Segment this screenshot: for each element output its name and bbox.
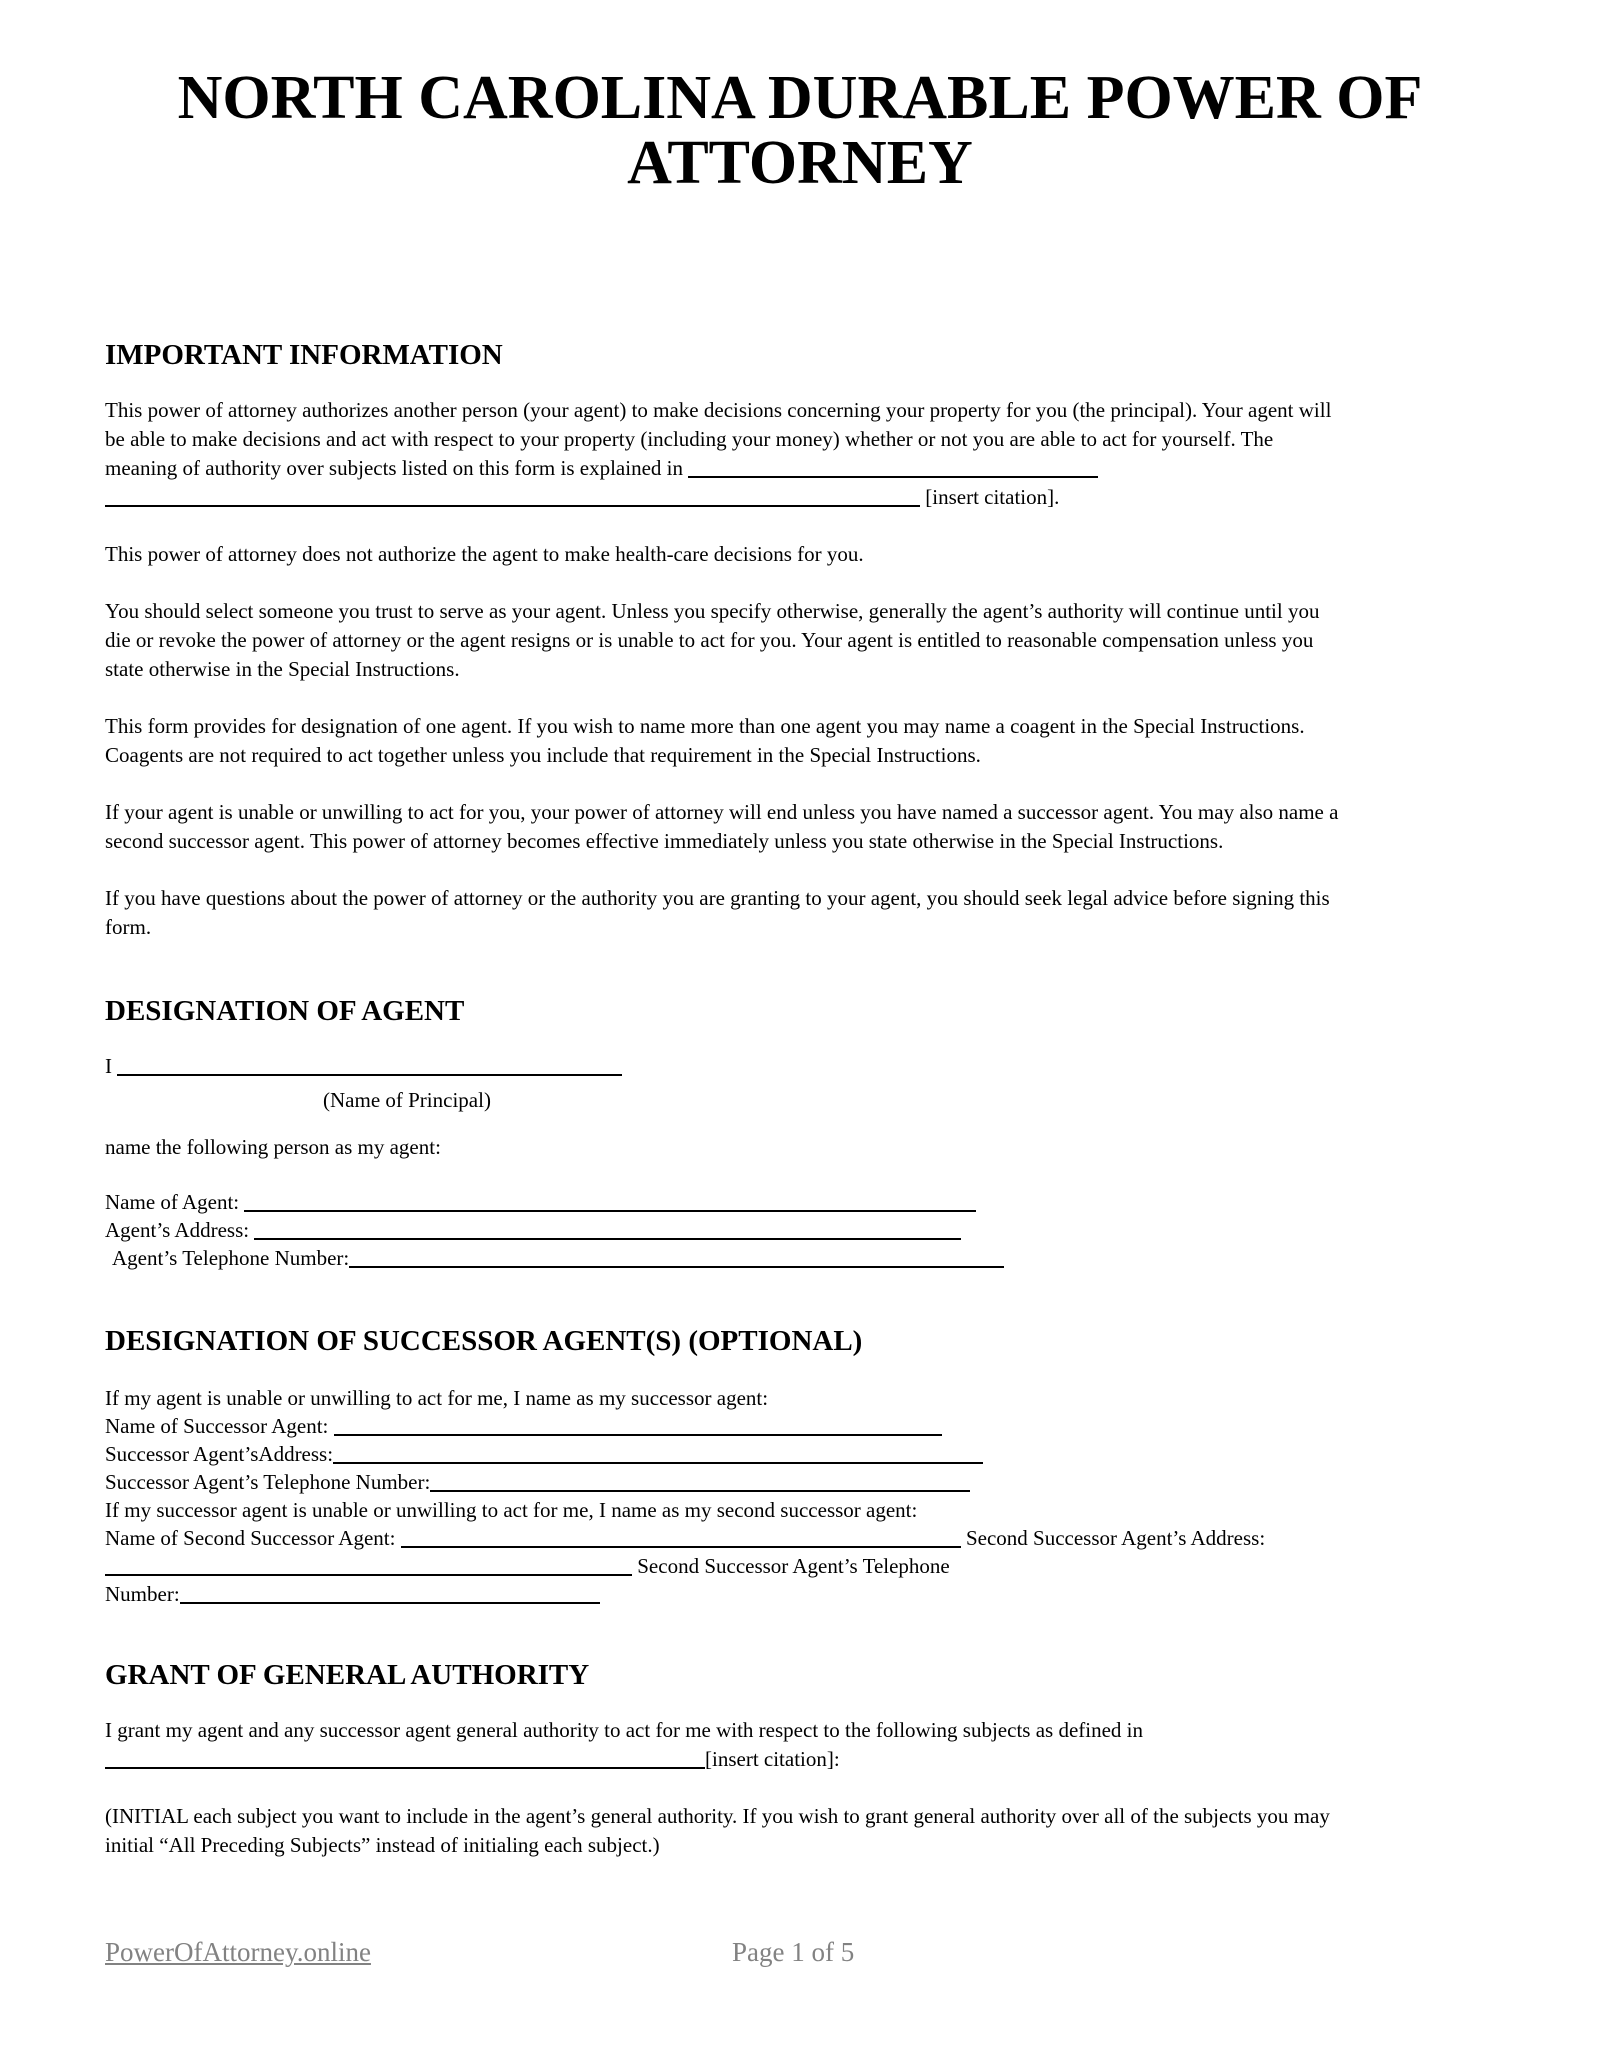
initial-instructions: (INITIAL each subject you want to include in the agent’s general authority. If you wish to grant general authority over all of the subjects you may initial “All Preceding Subjects” instead of initialing each subject.) [105,1804,1330,1858]
agent-fields: Name of Agent: Agent’s Address: Agent’s Telephone Number: [105,1188,1495,1272]
principal-name-field[interactable] [117,1069,622,1076]
successor-agent-fields: If my agent is unable or unwilling to act for me, I name as my successor agent: Name of Successor Agent: Successor Agent’sAddress: Successor Agent’s Telephone Number: If my successor agent is unable or unwilling to act for me, I name as my second successor agent: Name of Second Successor Agent: Second Successor Agent’s Address: Second Successor Agent’s Telephone Number: [105,1386,1266,1607]
principal-name-caption: (Name of Principal) [323,1088,491,1113]
principal-name-line: I [105,1052,1495,1081]
section-heading-designation-of-agent: DESIGNATION OF AGENT [105,995,465,1028]
successor-name-field[interactable] [334,1429,942,1436]
paragraph-legal-advice: If you have questions about the power of attorney or the authority you are granting to your agent, you should seek legal advice before signing this form. [105,886,1330,940]
second-successor-address-field[interactable] [105,1569,632,1576]
second-successor-phone-field[interactable] [180,1597,600,1604]
agent-address-field[interactable] [254,1233,961,1240]
successor-address-field[interactable] [333,1457,983,1464]
section-heading-successor-agents: DESIGNATION OF SUCCESSOR AGENT(S) (OPTIONAL) [105,1325,863,1358]
page-title [105,66,1495,196]
footer-page-number: Page 1 of 5 [732,1937,855,1967]
successor-phone-field[interactable] [430,1485,970,1492]
grant-paragraph: I grant my agent and any successor agent general authority to act for me with respect to the following subjects as defined in [insert citation]: [105,1718,1144,1772]
agent-phone-field[interactable] [349,1261,1004,1268]
footer-link[interactable]: PowerOfAttorney.online [105,1937,371,1967]
second-successor-name-field[interactable] [401,1541,961,1548]
section-heading-grant-of-general-authority: GRANT OF GENERAL AUTHORITY [105,1659,590,1692]
grant-citation-field[interactable] [105,1762,705,1769]
agent-name-field[interactable] [244,1205,976,1212]
paragraph-authorization: This power of attorney authorizes another person (your agent) to make decisions concerning your property for you (the principal). Your agent will be able to make decisions and act with respect to your property (including your money) whether or not you are able to act for yourself. The meaning of authority over subjects listed on this form is explained in [insert citation]. [105,398,1332,510]
section-heading-important-information: IMPORTANT INFORMATION [105,339,503,371]
citation-line-1-field[interactable] [688,471,1098,478]
paragraph-coagents: This form provides for designation of one agent. If you wish to name more than one agent you may name a coagent in the Special Instructions. Coagents are not required to act together unless you include that requirement in the Special Instructions. [105,714,1305,768]
paragraph-successor-agent-note: If your agent is unable or unwilling to act for you, your power of attorney will end unless you have named a successor agent. You may also name a second successor agent. This power of attorney becomes effective immediately unless you state otherwise in the Special Instructions. [105,800,1339,854]
agent-designation-intro: name the following person as my agent: [105,1135,441,1160]
page-title-line-2: ATTORNEY [627,129,973,197]
paragraph-healthcare-exclusion: This power of attorney does not authorize the agent to make health-care decisions for you. [105,542,864,567]
paragraph-agent-selection: You should select someone you trust to serve as your agent. Unless you specify otherwise, generally the agent’s authority will continue until you die or revoke the power of attorney or the agent resigns or is unable to act for you. Your agent is entitled to reasonable compensation unless you state otherwise in the Special Instructions. [105,599,1320,682]
page-title-line-1: NORTH CAROLINA DURABLE POWER OF [177,64,1423,132]
citation-line-2-field[interactable] [105,500,920,507]
